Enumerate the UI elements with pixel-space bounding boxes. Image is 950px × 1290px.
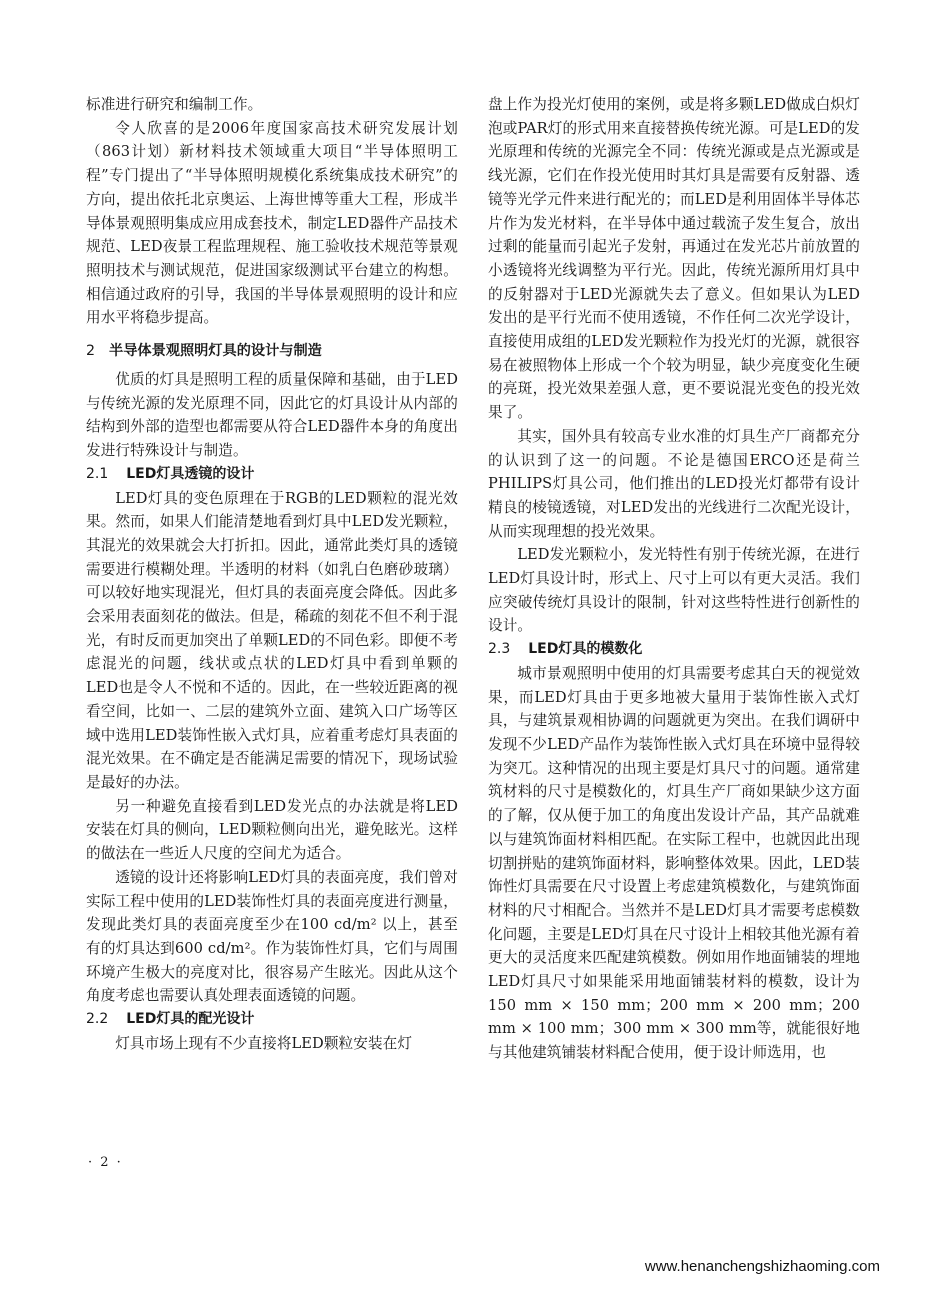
subsection-heading bbox=[488, 638, 860, 662]
subsection-number: 2.3 bbox=[488, 641, 511, 658]
right-column bbox=[488, 93, 860, 1065]
section-heading bbox=[86, 338, 458, 364]
paragraph: 透镜的设计还将影响LED灯具的表面亮度，我们曾对实际工程中使用的LED装饰性灯具的表面亮度进行测量，发现此类灯具的表面亮度至少在100 cd/m² 以上，甚至有的灯具达到600 cd/m²。作为装饰性灯具，它们与周围环境产生极大的亮度对比，很容易产生眩光。因此从这个角度考虑也需要认真处理表面透镜的问题。 bbox=[86, 868, 458, 1005]
subsection-title: LED灯具的模数化 bbox=[528, 641, 643, 658]
section-number: 2 bbox=[86, 343, 96, 360]
subsection-heading bbox=[86, 1008, 458, 1032]
page-number: · 2 · bbox=[88, 1155, 123, 1170]
section-title: 半导体景观照明灯具的设计与制造 bbox=[109, 343, 322, 360]
website-url[interactable]: www.henanchengshizhaoming.com bbox=[644, 1258, 880, 1275]
paragraph: LED发光颗粒小，发光特性有别于传统光源，在进行LED灯具设计时，形式上、尺寸上可以有更大灵活。我们应突破传统灯具设计的限制，针对这些特性进行创新性的设计。 bbox=[488, 546, 860, 635]
subsection-title: LED灯具的配光设计 bbox=[126, 1011, 255, 1028]
paragraph: 另一种避免直接看到LED发光点的办法就是将LED安装在灯具的侧向，LED颗粒侧向出光，避免眩光。这样的做法在一些近人尺度的空间尤为适合。 bbox=[86, 797, 458, 863]
paragraph: 其实，国外具有较高专业水准的灯具生产厂商都充分的认识到了这一的问题。不论是德国ERCO还是荷兰PHILIPS灯具公司，他们推出的LED投光灯都带有设计精良的棱镜透镜，对LED发出的光线进行二次配光设计，从而实现理想的投光效果。 bbox=[488, 427, 860, 540]
paragraph: LED灯具的变色原理在于RGB的LED颗粒的混光效果。然而，如果人们能清楚地看到灯具中LED发光颗粒，其混光的效果就会大打折扣。因此，通常此类灯具的透镜需要进行模糊处理。半透明的材料（如乳白色磨砂玻璃）可以较好地实现混光，但灯具的表面亮度会降低。因此多会采用表面刻花的做法。但是，稀疏的刻花不但不利于混光，有时反而更加突出了单颗LED的不同色彩。即便不考虑混光的问题，线状或点状的LED灯具中看到单颗的LED也是令人不悦和不适的。因此，在一些较近距离的视看空间，比如一、二层的建筑外立面、建筑入口广场等区域中选用LED装饰性嵌入式灯具，应着重考虑灯具表面的混光效果。在不确定是否能满足需要的情况下，现场试验是最好的办法。 bbox=[86, 489, 458, 791]
subsection-number: 2.2 bbox=[86, 1011, 109, 1028]
left-column bbox=[86, 93, 458, 1055]
subsection-number: 2.1 bbox=[86, 465, 109, 482]
subsection-heading bbox=[86, 463, 458, 487]
paragraph: 城市景观照明中使用的灯具需要考虑其白天的视觉效果，而LED灯具由于更多地被大量用于装饰性嵌入式灯具，与建筑景观相协调的问题就更为突出。在我们调研中发现不少LED产品作为装饰性嵌入式灯具在环境中显得较为突兀。这种情况的出现主要是灯具尺寸的问题。通常建筑材料的尺寸是模数化的，灯具生产厂商如果缺少这方面的了解，仅从便于加工的角度出发设计产品，其产品就难以与建筑饰面材料相匹配。在实际工程中，也就因此出现切割拼贴的建筑饰面材料，影响整体效果。因此，LED装饰性灯具需要在尺寸设置上考虑建筑模数化，与建筑饰面材料的尺寸相配合。当然并不是LED灯具才需要考虑模数化问题，主要是LED灯具在尺寸设计上相较其他光源有着更大的灵活度来匹配建筑模数。例如用作地面铺装的埋地LED灯具尺寸如果能采用地面铺装材料的模数，设计为150 mm × 150 mm；200 mm × 200 mm；200 mm × 100 mm；300 mm × 300 mm等，就能很好地与其他建筑铺装材料配合使用，便于设计师选用，也 bbox=[488, 664, 860, 1062]
paragraph: 标准进行研究和编制工作。 bbox=[86, 96, 263, 113]
paragraph: 优质的灯具是照明工程的质量保障和基础，由于LED与传统光源的发光原理不同，因此它的灯具设计从内部的结构到外部的造型也都需要从符合LED器件本身的角度出发进行特殊设计与制造。 bbox=[86, 371, 458, 460]
paragraph: 灯具市场上现有不少直接将LED颗粒安装在灯 bbox=[115, 1034, 413, 1052]
paragraph: 令人欣喜的是2006年度国家高技术研究发展计划（863计划）新材料技术领域重大项目“半导体照明工程”专门提出了“半导体照明规模化系统集成技术研究”的方向，提出依托北京奥运、上海世博等重大工程，形成半导体景观照明集成应用成套技术，制定LED器件产品技术规范、LED夜景工程监理规程、施工验收技术规范等景观照明技术与测试规范，促进国家级测试平台建立的构想。相信通过政府的引导，我国的半导体景观照明的设计和应用水平将稳步提高。 bbox=[86, 119, 458, 327]
paragraph: 盘上作为投光灯使用的案例，或是将多颗LED做成白炽灯泡或PAR灯的形式用来直接替换传统光源。可是LED的发光原理和传统的光源完全不同：传统光源或是点光源或是线光源，它们在作投光使用时其灯具是需要有反射器、透镜等光学元件来进行配光的；而LED是利用固体半导体芯片作为发光材料，在半导体中通过载流子发生复合，放出过剩的能量而引起光子发射，再通过在发光芯片前放置的小透镜将光线调整为平行光。因此，传统光源所用灯具中的反射器对于LED光源就失去了意义。但如果认为LED发出的是平行光而不使用透镜，不作任何二次光学设计，直接使用成组的LED发光颗粒作为投光灯的光源，就很容易在被照物体上形成一个个较为明显，缺少亮度变化生硬的亮斑，投光效果差强人意，更不要说混光变色的投光效果了。 bbox=[488, 96, 860, 422]
subsection-title: LED灯具透镜的设计 bbox=[126, 465, 255, 482]
